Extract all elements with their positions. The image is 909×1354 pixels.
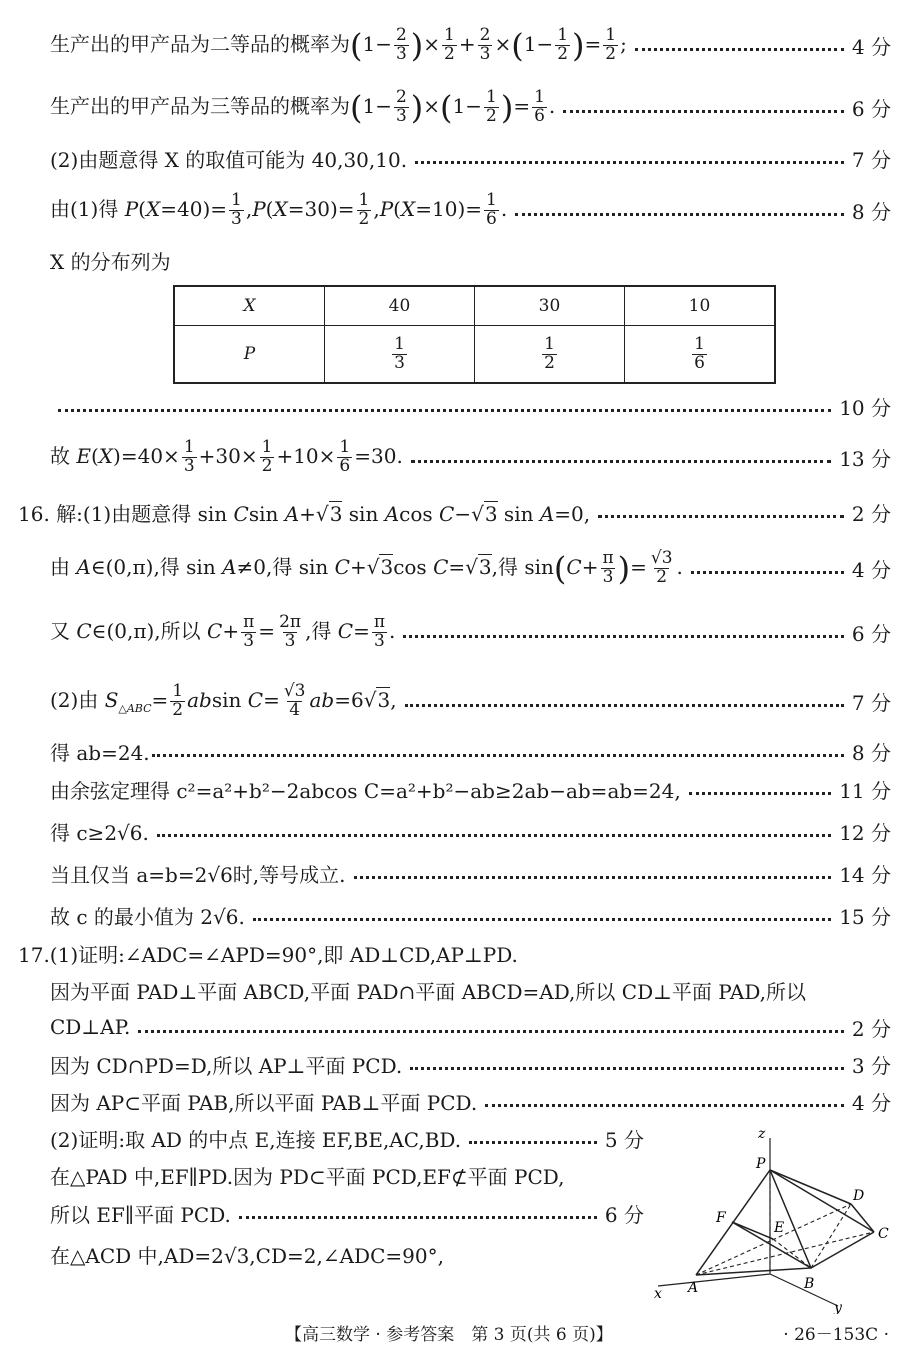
score: 15 分 [839,904,891,929]
line-q16-ab: 得 ab=24. 8 分 [50,737,891,765]
score: 4 分 [851,557,891,582]
table-cell: P [174,326,325,384]
label-f: F [716,1210,726,1226]
score: 2 分 [851,501,891,526]
line-second-grade-prob: 生产出的甲产品为二等品的概率为(1− $\frac{2}{3}$ )× $\frac{1}{2}$ + $\frac{2}{3}$ ×(1− $\frac{1}{2}$ )= $\frac{1}{2}$ ; 4 分 [50,24,891,64]
pyramid-figure [648,1124,898,1314]
table-cell: $\frac{1}{3}$ [325,326,475,384]
score: 7 分 [851,147,891,172]
score: 8 分 [851,740,891,765]
score: 6 分 [851,621,891,646]
table-cell: 30 [475,286,625,326]
line-q17-ef-plane: 所以 EF∥平面 PCD. 6 分 [50,1199,644,1227]
line-q16-c: 又 C∈(0,π),所以 C+ $\frac{\pi}{3}$ = $\frac{2\pi}{3}$ ,得 C= $\frac{\pi}{3}$ . 6 分 [50,611,891,651]
label-p: P [756,1156,766,1172]
line-q16-area: (2)由 $S_{\triangle ABC}=$ $\frac{1}{2}$ absin C= $\frac{√3}{4}$ ab=6√3, 7 分 [50,680,891,720]
score: 4 分 [851,1090,891,1115]
line-probabilities: 由(1)得 P(X=40)= $\frac{1}{3}$ ,P(X=30)= $\frac{1}{2}$ ,P(X=10)= $\frac{1}{6}$ . 8 分 [50,189,891,229]
line-third-grade-prob: 生产出的甲产品为三等品的概率为(1− $\frac{2}{3}$ )×(1− $\frac{1}{2}$ )= $\frac{1}{6}$ . 6 分 [50,86,891,126]
line-q17-planes: 因为平面 PAD⊥平面 ABCD,平面 PAD∩平面 ABCD=AD,所以 CD⊥平面 PAD,所以 [50,979,807,1004]
label-b: B [804,1276,815,1292]
line-expectation: 故 E(X)=40× $\frac{1}{3}$ +30× $\frac{1}{2}$ +10× $\frac{1}{6}$ =30. 13 分 [50,436,891,476]
score: 6 分 [604,1202,644,1227]
face-pab [696,1170,811,1275]
line-q16-cosine-law: 由余弦定理得 c²=a²+b²−2abcos C=a²+b²−ab≥2ab−ab=ab=24, 11 分 [50,775,891,803]
line-q16-min: 故 c 的最小值为 2√6. 15 分 [50,901,891,929]
table-cell: $\frac{1}{6}$ [625,326,776,384]
line-distribution-intro: X 的分布列为 [50,249,171,274]
table-cell: 40 [325,286,475,326]
edge-fe [732,1222,773,1239]
label-d: D [853,1188,865,1204]
score: 5 分 [604,1127,644,1152]
score: 8 分 [851,199,891,224]
score: 11 分 [839,778,891,803]
distribution-table [173,285,776,384]
table-cell: 10 [625,286,776,326]
edge-bc [811,1232,874,1268]
line-q17-ef-pd: 在△PAD 中,EF∥PD.因为 PD⊂平面 PCD,EF⊄平面 PCD, [50,1164,565,1189]
edge-dc [851,1204,874,1232]
x-axis [658,1274,770,1286]
label-e: E [774,1220,785,1236]
line-table-score [58,392,891,420]
line-q17-acd: 在△ACD 中,AD=2√3,CD=2,∠ADC=90°, [50,1243,444,1268]
line-q17-start: 17.(1)证明:∠ADC=∠APD=90°,即 AD⊥CD,AP⊥PD. [18,942,518,967]
label-x: x [654,1286,662,1302]
line-x-values: (2)由题意得 X 的取值可能为 40,30,10. 7 分 [50,144,891,172]
table-row [174,286,775,326]
line-q17-part2: (2)证明:取 AD 的中点 E,连接 EF,BE,AC,BD. 5 分 [50,1124,644,1152]
label-a: A [688,1280,699,1296]
score: 4 分 [851,34,891,59]
line-q16-equality: 当且仅当 a=b=2√6时,等号成立. 14 分 [50,859,891,887]
score: 13 分 [839,446,891,471]
footer-center: 【高三数学 · 参考答案 第 3 页(共 6 页)】 [285,1325,613,1345]
line-q16-start: 16. 解:(1)由题意得 sin Csin A+√3 sin Acos C−√3 sin A=0, 2 分 [18,498,891,526]
line-q16-sinc: 由 A∈(0,π),得 sin A≠0,得 sin C+√3cos C=√3,得 sin(C+ $\frac{\pi}{3}$ )= $\frac{√3}{2}$ . 4 分 [50,547,891,587]
line-q17-ap-perp: 因为 CD∩PD=D,所以 AP⊥平面 PCD. 3 分 [50,1050,891,1078]
label-y: y [834,1300,842,1314]
score: 14 分 [839,862,891,887]
edge-fb [732,1222,811,1268]
label-z: z [758,1126,766,1142]
footer-code: · 26－153C · [783,1325,889,1345]
edge-ac [696,1232,874,1275]
line-q17-pab-perp: 因为 AP⊂平面 PAB,所以平面 PAB⊥平面 PCD. 4 分 [50,1087,891,1115]
score: 3 分 [851,1053,891,1078]
table-cell: $\frac{1}{2}$ [475,326,625,384]
line-q16-c-bound: 得 c≥2√6. 12 分 [50,817,891,845]
label-c: C [878,1226,889,1242]
score: 10 分 [839,395,891,420]
table-cell: X [174,286,325,326]
line-q17-cdap: CD⊥AP. 2 分 [50,1013,891,1041]
score: 7 分 [851,690,891,715]
table-row [174,326,775,384]
score: 2 分 [851,1016,891,1041]
score: 6 分 [851,96,891,121]
score: 12 分 [839,820,891,845]
